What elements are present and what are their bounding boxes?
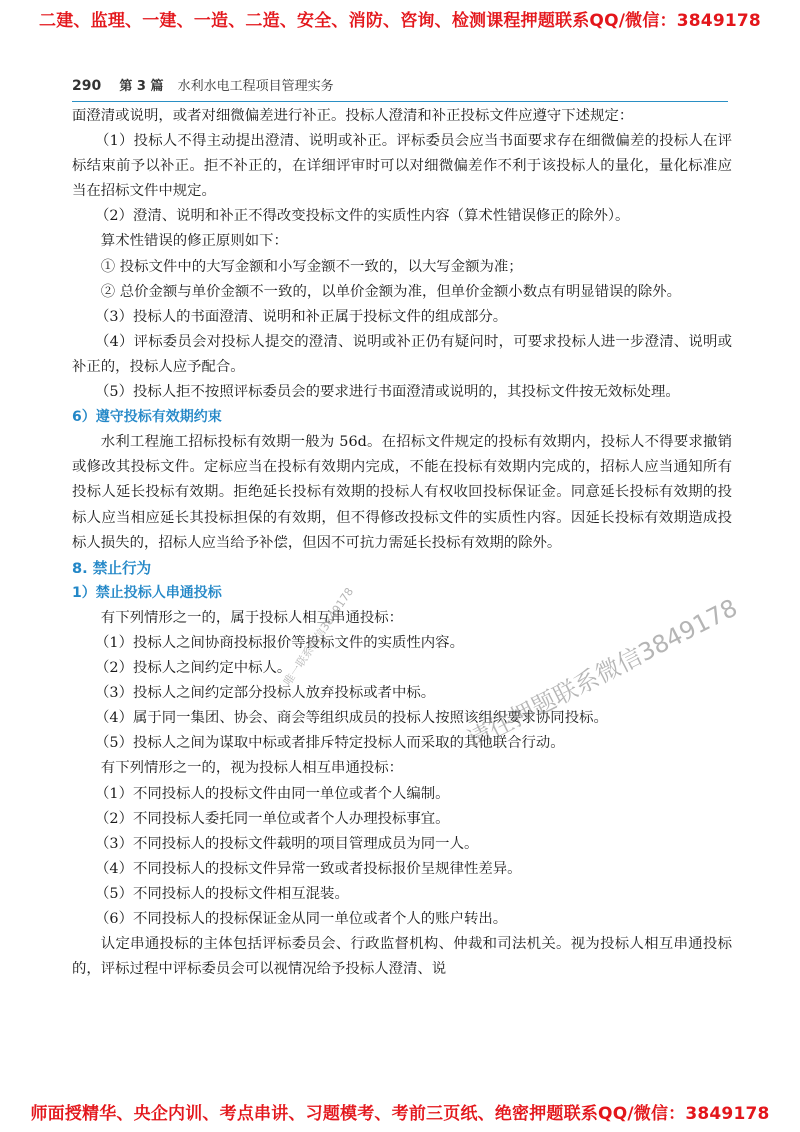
paragraph: 水利工程施工招标投标有效期一般为 56d。在招标文件规定的投标有效期内，投标人不得要求撤销或修改其投标文件。定标应当在投标有效期内完成，不能在投标有效期内完成的，招标人应当通知所有投标人延长投标有效期。拒绝延长投标有效期的投标人有权收回投标保证金。同意延长投标有效期的投标人应当相应延长其投标担保的有效期，但不得修改投标文件的实质性内容。因延长投标有效期造成投标人损失的，招标人应当给予补偿，但因不可抗力需延长投标有效期的除外。 bbox=[72, 434, 732, 551]
part-label: 第 3 篇 bbox=[119, 79, 164, 94]
paragraph: 有下列情形之一的，属于投标人相互串通投标： bbox=[100, 609, 404, 626]
paragraph: 面澄清或说明，或者对细微偏差进行补正。投标人澄清和补正投标文件应遵守下述规定： bbox=[72, 108, 634, 124]
list-item: （1）投标人不得主动提出澄清、说明或补正。评标委员会应当书面要求存在细微偏差的投标人在评标结束前予以补正。拒不补正的，在详细评审时可以对细微偏差作不利于该投标人的量化，量化标准应当在招标文件中规定。 bbox=[72, 133, 732, 200]
page-number: 290 bbox=[72, 78, 102, 94]
list-item: （4）不同投标人的投标文件异常一致或者投标报价呈规律性差异。 bbox=[95, 860, 522, 877]
watermark-large: 请往押题联系微信3849178 bbox=[462, 593, 742, 755]
list-item: （5）投标人之间为谋取中标或者排斥特定投标人而采取的其他联合行动。 bbox=[95, 735, 565, 752]
section-heading: 8. 禁止行为 bbox=[72, 559, 152, 577]
list-item: （2）澄清、说明和补正不得改变投标文件的实质性内容（算术性错误修正的除外）。 bbox=[95, 208, 630, 225]
list-item: （6）不同投标人的投标保证金从同一单位或者个人的账户转出。 bbox=[95, 911, 508, 927]
list-item: （3）不同投标人的投标文件载明的项目管理成员为同一人。 bbox=[95, 835, 479, 852]
paragraph: ② 总价金额与单价金额不一致的，以单价金额为准，但单价金额小数点有明显错误的除外。 bbox=[100, 283, 681, 300]
list-item: （3）投标人之间约定部分投标人放弃投标或者中标。 bbox=[95, 685, 436, 702]
bottom-banner: 师面授精华、央企内训、考点串讲、习题模考、考前三页纸、绝密押题联系QQ/微信：3849178 bbox=[30, 1104, 770, 1124]
list-item: （3）投标人的书面澄清、说明和补正属于投标文件的组成部分。 bbox=[95, 308, 508, 325]
page-header bbox=[72, 75, 728, 102]
list-item: （4）属于同一集团、协会、商会等组织成员的投标人按照该组织要求协同投标。 bbox=[95, 710, 608, 727]
paragraph: 认定串通投标的主体包括评标委员会、行政监督机构、仲裁和司法机关。视为投标人相互串通投标的，评标过程中评标委员会可以视情况给予投标人澄清、说 bbox=[72, 936, 732, 978]
paragraph: ① 投标文件中的大写金额和小写金额不一致的，以大写金额为准； bbox=[100, 258, 523, 275]
book-title: 水利水电工程项目管理实务 bbox=[177, 79, 334, 94]
subsection-heading: 6）遵守投标有效期约束 bbox=[72, 409, 222, 426]
list-item: （2）不同投标人委托同一单位或者个人办理投标事宜。 bbox=[95, 810, 450, 827]
document-body bbox=[72, 104, 732, 982]
list-item: （5）投标人拒不按照评标委员会的要求进行书面澄清或说明的，其投标文件按无效标处理。 bbox=[95, 384, 680, 401]
paragraph: 有下列情形之一的，视为投标人相互串通投标： bbox=[100, 760, 404, 777]
list-item: （5）不同投标人的投标文件相互混装。 bbox=[95, 885, 349, 902]
watermark-small: 唯一联系微信3849178 bbox=[281, 585, 357, 688]
list-item: （1）投标人之间协商投标报价等投标文件的实质性内容。 bbox=[95, 634, 464, 651]
subsection-heading: 1）禁止投标人串通投标 bbox=[72, 584, 222, 601]
list-item: （4）评标委员会对投标人提交的澄清、说明或补正仍有疑问时，可要求投标人进一步澄清、说明或补正的，投标人应予配合。 bbox=[72, 333, 732, 375]
paragraph: 算术性错误的修正原则如下： bbox=[100, 233, 288, 250]
list-item: （2）投标人之间约定中标人。 bbox=[95, 660, 292, 677]
top-banner: 二建、监理、一建、一造、二造、安全、消防、咨询、检测课程押题联系QQ/微信：3849178 bbox=[39, 11, 761, 31]
list-item: （1）不同投标人的投标文件由同一单位或者个人编制。 bbox=[95, 785, 450, 802]
